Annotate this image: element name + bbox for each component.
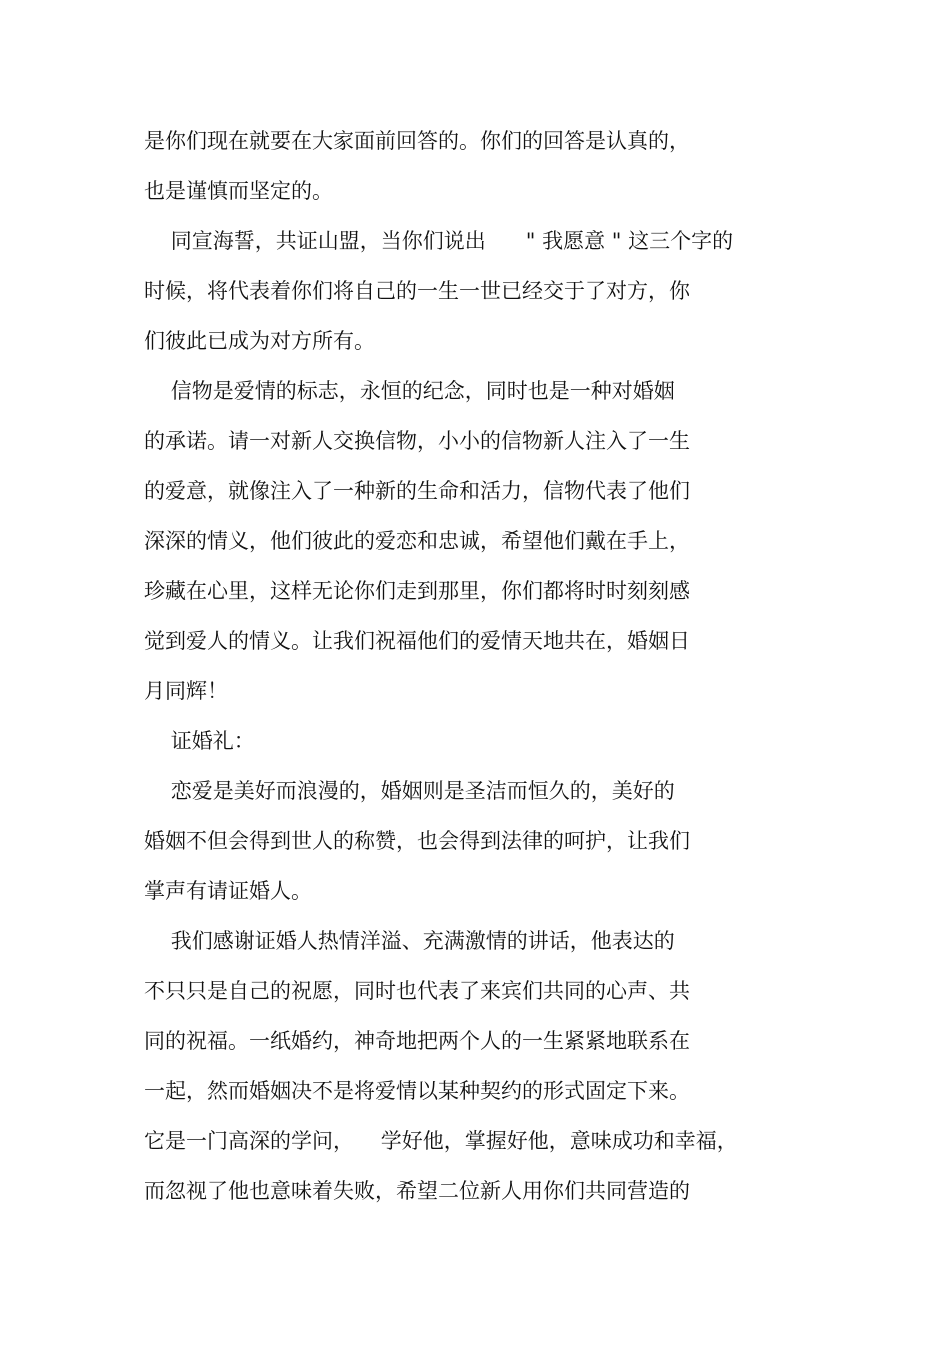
text-line: 信物是爱情的标志，永恒的纪念，同时也是一种对婚姻: [144, 379, 675, 403]
text-line: 珍藏在心里，这样无论你们走到那里，你们都将时时刻刻感: [144, 579, 690, 603]
text-line: 们彼此已成为对方所有。: [144, 329, 375, 353]
text-line: 的承诺。请一对新人交换信物，小小的信物新人注入了一生: [144, 429, 690, 453]
text-line: 同宣海誓，共证山盟，当你们说出 " 我愿意 " 这三个字的: [144, 229, 734, 253]
text-line: 而忽视了他也意味着失败，希望二位新人用你们共同营造的: [144, 1179, 690, 1203]
text-line: 掌声有请证婚人。: [144, 879, 312, 903]
text-line: 也是谨慎而坚定的。: [144, 179, 333, 203]
text-line: 不只只是自己的祝愿，同时也代表了来宾们共同的心声、共: [144, 979, 690, 1003]
text-line: 觉到爱人的情义。让我们祝福他们的爱情天地共在，婚姻日: [144, 629, 690, 653]
text-line: 一起，然而婚姻决不是将爱情以某种契约的形式固定下来。: [144, 1079, 690, 1103]
text-line: 深深的情义，他们彼此的爱恋和忠诚，希望他们戴在手上，: [144, 529, 690, 553]
text-line: 恋爱是美好而浪漫的，婚姻则是圣洁而恒久的，美好的: [144, 779, 675, 803]
text-line: 时候，将代表着你们将自己的一生一世已经交于了对方，你: [144, 279, 690, 303]
text-line: 的爱意，就像注入了一种新的生命和活力，信物代表了他们: [144, 479, 690, 503]
text-line: 同的祝福。一纸婚约，神奇地把两个人的一生紧紧地联系在: [144, 1029, 690, 1053]
text-line: 是你们现在就要在大家面前回答的。你们的回答是认真的，: [144, 129, 690, 153]
text-line: 婚姻不但会得到世人的称赞，也会得到法律的呵护，让我们: [144, 829, 690, 853]
section-heading: 证婚礼：: [144, 729, 255, 753]
text-line: 月同辉！: [144, 679, 228, 703]
text-line: 我们感谢证婚人热情洋溢、充满激情的讲话，他表达的: [144, 929, 675, 953]
text-line: 它是一门高深的学问， 学好他，掌握好他，意味成功和幸福，: [144, 1129, 738, 1153]
